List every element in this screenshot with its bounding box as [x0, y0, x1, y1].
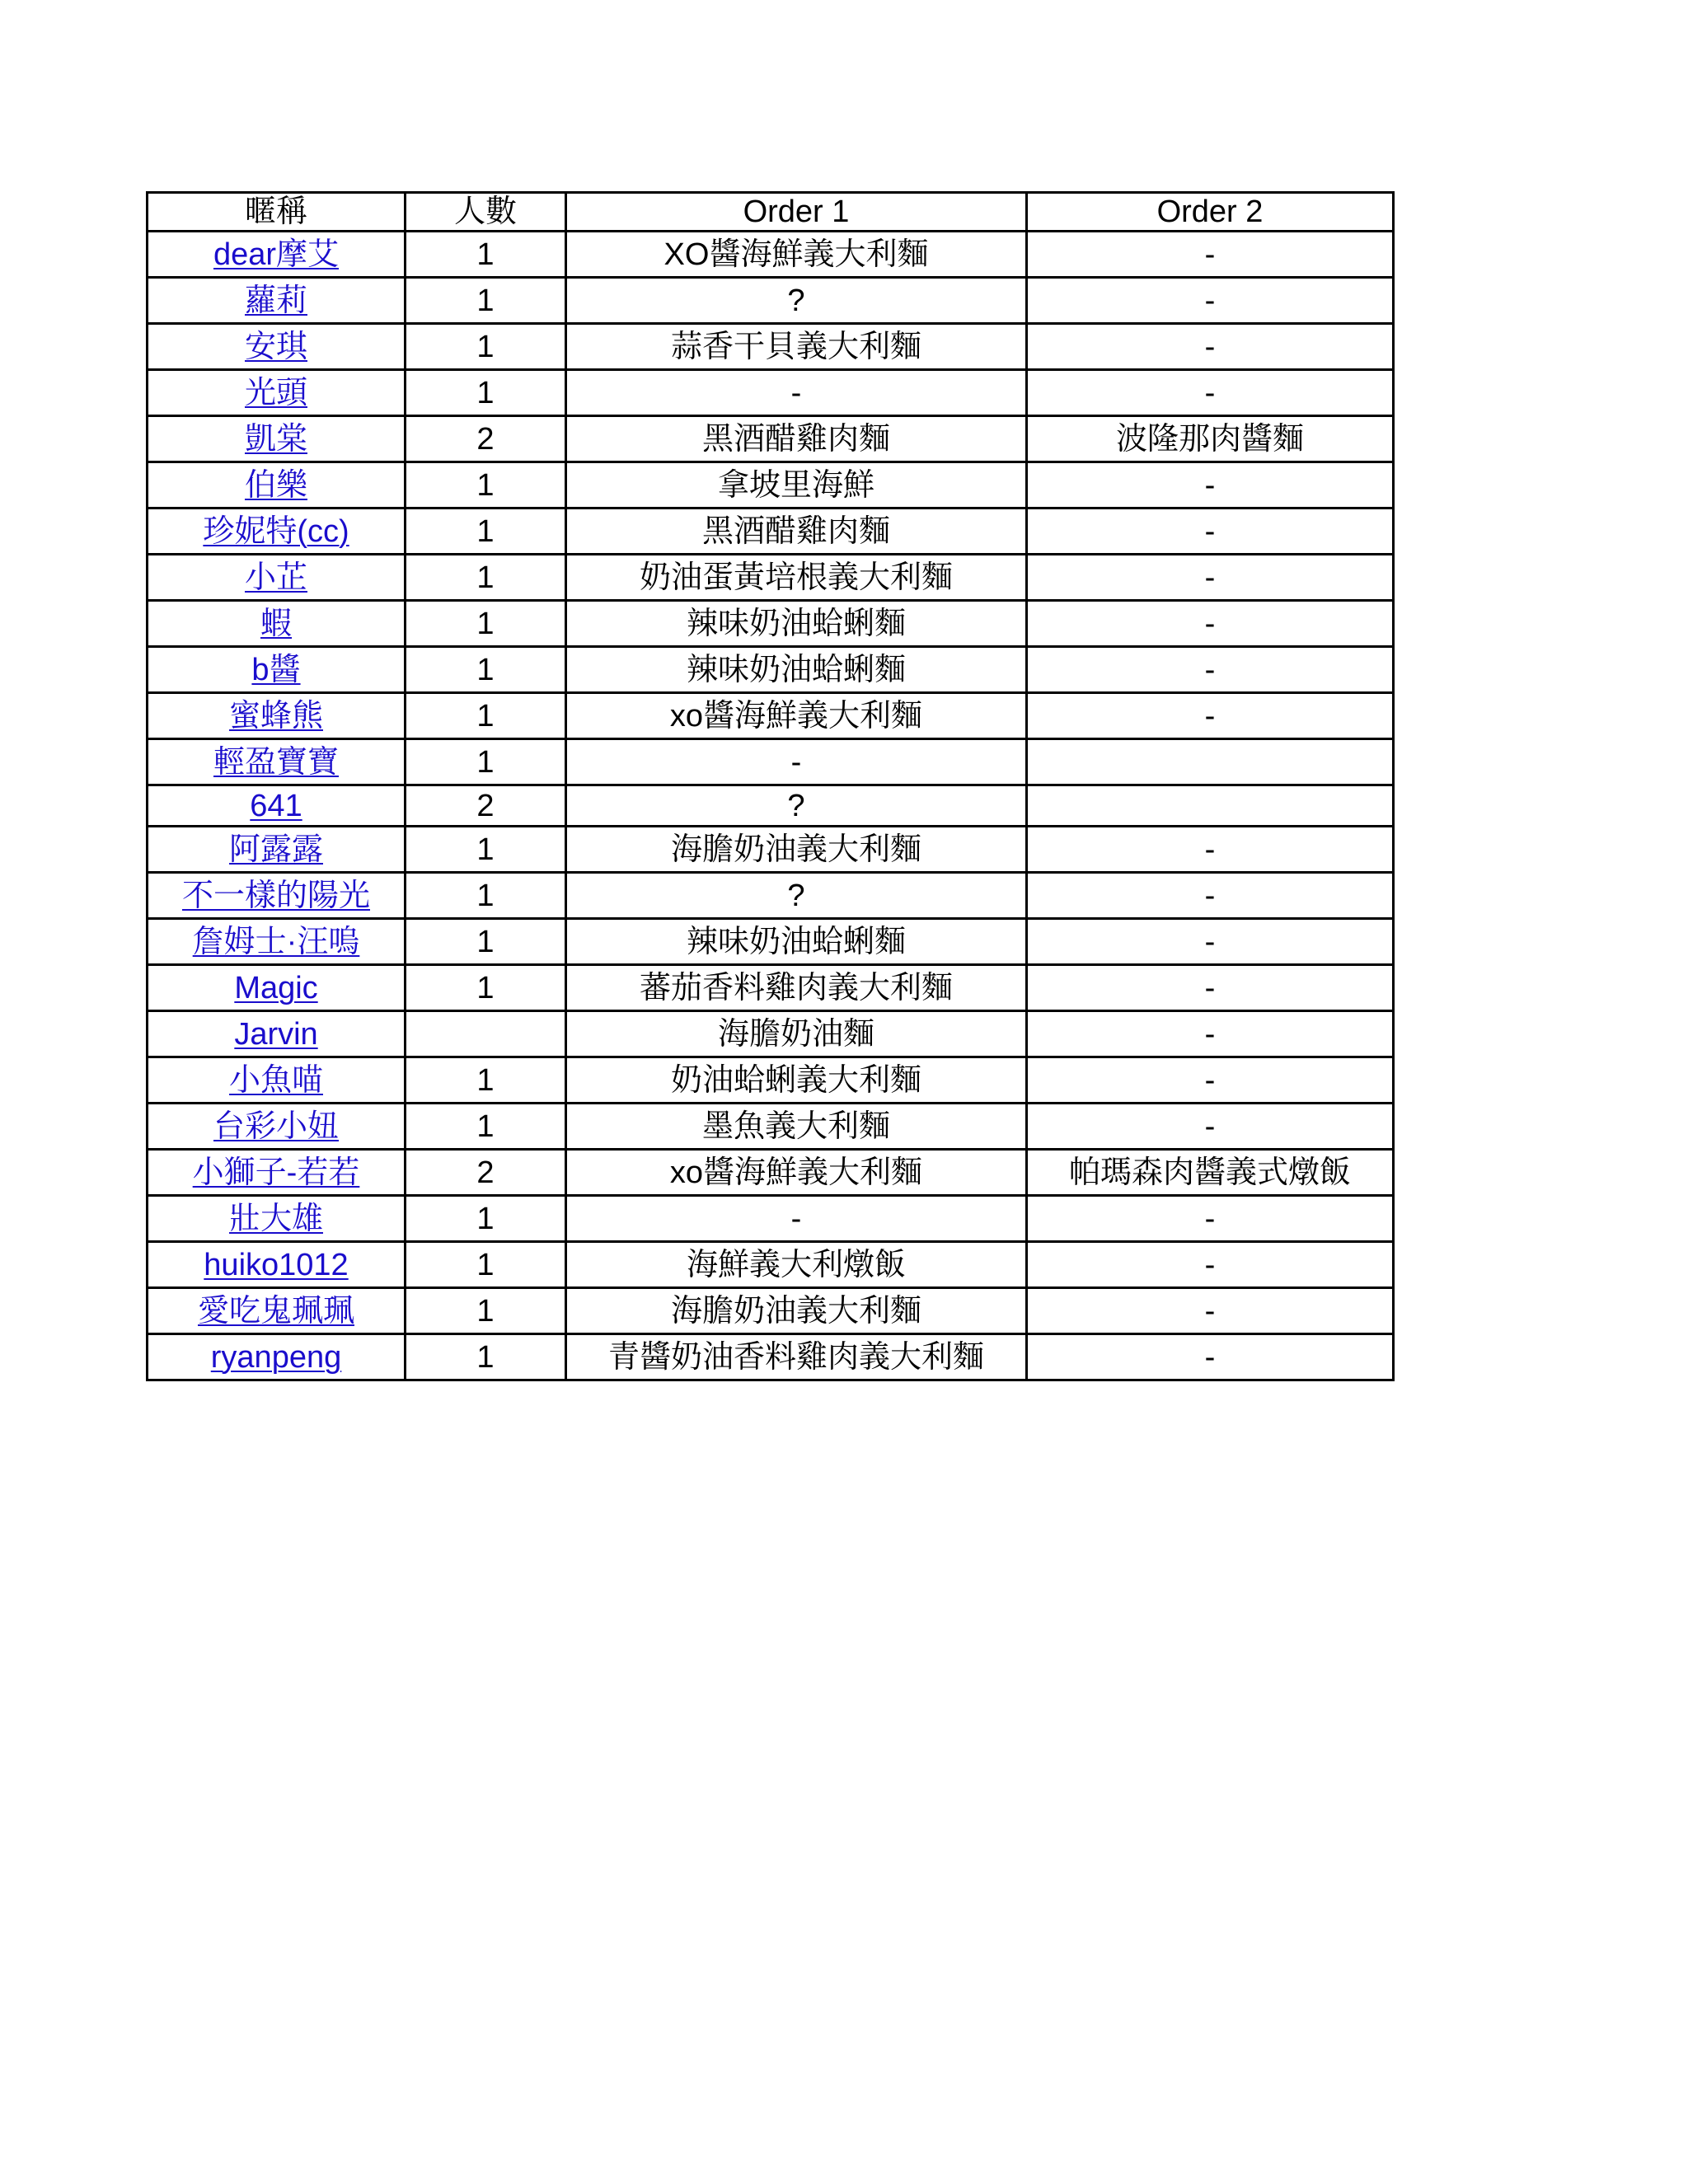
nickname-link[interactable]: 蝦: [260, 606, 292, 641]
order-1-cell: 青醬奶油香料雞肉義大利麵: [566, 1334, 1027, 1380]
table-row: [148, 739, 1394, 785]
nickname-link[interactable]: 641: [250, 788, 302, 823]
count-cell: 1: [406, 1288, 566, 1334]
order-table: [146, 191, 1395, 1381]
order-1-cell: 海鮮義大利燉飯: [566, 1242, 1027, 1288]
order-1-cell: 黑酒醋雞肉麵: [566, 509, 1027, 555]
table-row: [148, 1057, 1394, 1104]
order-1-cell: ?: [566, 278, 1027, 324]
nickname-link[interactable]: Jarvin: [234, 1016, 318, 1052]
count-cell: 1: [406, 1196, 566, 1242]
table-row: [148, 555, 1394, 601]
nickname-cell: [148, 1150, 406, 1196]
nickname-link[interactable]: 蘿莉: [244, 283, 307, 318]
order-2-cell: -: [1027, 1104, 1394, 1150]
header-count: 人數: [406, 193, 566, 232]
nickname-cell: [148, 647, 406, 693]
nickname-link[interactable]: 不一樣的陽光: [181, 878, 370, 913]
count-cell: 1: [406, 232, 566, 278]
count-cell: 1: [406, 693, 566, 739]
table-row: [148, 827, 1394, 873]
table-row: [148, 919, 1394, 965]
nickname-link[interactable]: 阿露露: [228, 832, 323, 867]
count-cell: 1: [406, 919, 566, 965]
order-2-cell: [1027, 739, 1394, 785]
nickname-link[interactable]: 伯樂: [244, 467, 307, 503]
order-1-cell: ?: [566, 873, 1027, 919]
nickname-link[interactable]: 愛吃鬼珮珮: [197, 1293, 354, 1329]
nickname-cell: [148, 509, 406, 555]
nickname-cell: [148, 462, 406, 509]
count-cell: 1: [406, 324, 566, 370]
nickname-link[interactable]: 蜜蜂熊: [228, 698, 323, 733]
nickname-cell: [148, 324, 406, 370]
count-cell: 1: [406, 555, 566, 601]
order-2-cell: -: [1027, 601, 1394, 647]
nickname-cell: [148, 965, 406, 1011]
count-cell: 1: [406, 827, 566, 873]
nickname-cell: [148, 555, 406, 601]
order-2-cell: 帕瑪森肉醬義式燉飯: [1027, 1150, 1394, 1196]
order-2-cell: -: [1027, 462, 1394, 509]
order-2-cell: [1027, 785, 1394, 827]
order-1-cell: XO醬海鮮義大利麵: [566, 232, 1027, 278]
count-cell: 1: [406, 965, 566, 1011]
header-order-1: Order 1: [566, 193, 1027, 232]
table-row: [148, 1288, 1394, 1334]
table-row: [148, 416, 1394, 462]
order-1-cell: 拿坡里海鮮: [566, 462, 1027, 509]
order-2-cell: -: [1027, 693, 1394, 739]
order-2-cell: -: [1027, 873, 1394, 919]
count-cell: 1: [406, 1057, 566, 1104]
nickname-link[interactable]: Magic: [234, 970, 318, 1005]
nickname-cell: [148, 278, 406, 324]
nickname-cell: [148, 601, 406, 647]
nickname-cell: [148, 1196, 406, 1242]
order-1-cell: 辣味奶油蛤蜊麵: [566, 919, 1027, 965]
nickname-link[interactable]: 小獅子-若若: [192, 1155, 360, 1190]
nickname-cell: [148, 827, 406, 873]
nickname-link[interactable]: 台彩小妞: [213, 1108, 339, 1144]
count-cell: 1: [406, 1104, 566, 1150]
table-row: [148, 601, 1394, 647]
table-row: [148, 785, 1394, 827]
order-2-cell: 波隆那肉醬麵: [1027, 416, 1394, 462]
order-1-cell: -: [566, 1196, 1027, 1242]
order-2-cell: -: [1027, 324, 1394, 370]
header-row: [148, 193, 1394, 232]
order-2-cell: -: [1027, 370, 1394, 416]
order-1-cell: 奶油蛋黃培根義大利麵: [566, 555, 1027, 601]
order-2-cell: -: [1027, 232, 1394, 278]
nickname-cell: [148, 693, 406, 739]
table-row: [148, 873, 1394, 919]
order-1-cell: 辣味奶油蛤蜊麵: [566, 647, 1027, 693]
order-2-cell: -: [1027, 647, 1394, 693]
table-row: [148, 232, 1394, 278]
order-1-cell: 海膽奶油義大利麵: [566, 827, 1027, 873]
count-cell: 1: [406, 739, 566, 785]
order-1-cell: 辣味奶油蛤蜊麵: [566, 601, 1027, 647]
count-cell: 1: [406, 278, 566, 324]
table-row: [148, 462, 1394, 509]
order-2-cell: -: [1027, 278, 1394, 324]
nickname-cell: [148, 1011, 406, 1057]
table-row: [148, 1242, 1394, 1288]
nickname-cell: [148, 919, 406, 965]
nickname-cell: [148, 370, 406, 416]
order-1-cell: ?: [566, 785, 1027, 827]
count-cell: 1: [406, 1242, 566, 1288]
order-1-cell: -: [566, 739, 1027, 785]
order-1-cell: -: [566, 370, 1027, 416]
count-cell: [406, 1011, 566, 1057]
nickname-link[interactable]: 小魚喵: [228, 1062, 323, 1098]
nickname-link[interactable]: ryanpeng: [210, 1339, 342, 1375]
order-2-cell: -: [1027, 827, 1394, 873]
count-cell: 1: [406, 601, 566, 647]
nickname-cell: [148, 785, 406, 827]
nickname-cell: [148, 1057, 406, 1104]
order-1-cell: 黑酒醋雞肉麵: [566, 416, 1027, 462]
table-row: [148, 324, 1394, 370]
order-2-cell: -: [1027, 1196, 1394, 1242]
order-2-cell: -: [1027, 919, 1394, 965]
table-row: [148, 965, 1394, 1011]
table-row: [148, 693, 1394, 739]
count-cell: 1: [406, 647, 566, 693]
nickname-cell: [148, 1242, 406, 1288]
table-row: [148, 370, 1394, 416]
table-row: [148, 1150, 1394, 1196]
order-2-cell: -: [1027, 1057, 1394, 1104]
nickname-link[interactable]: 小芷: [244, 560, 307, 595]
order-2-cell: -: [1027, 1242, 1394, 1288]
nickname-link[interactable]: 珍妮特(cc): [203, 513, 349, 549]
nickname-link[interactable]: 安琪: [244, 329, 307, 364]
order-2-cell: -: [1027, 555, 1394, 601]
nickname-cell: [148, 873, 406, 919]
nickname-link[interactable]: b醬: [251, 652, 301, 687]
count-cell: 2: [406, 416, 566, 462]
header-nickname: 暱稱: [148, 193, 406, 232]
count-cell: 1: [406, 509, 566, 555]
table-row: [148, 1196, 1394, 1242]
table-row: [148, 1104, 1394, 1150]
count-cell: 1: [406, 1334, 566, 1380]
count-cell: 1: [406, 873, 566, 919]
order-1-cell: xo醬海鮮義大利麵: [566, 1150, 1027, 1196]
nickname-link[interactable]: 詹姆士·汪嗚: [192, 924, 360, 959]
table-row: [148, 509, 1394, 555]
nickname-link[interactable]: 輕盈寶寶: [213, 744, 339, 780]
order-1-cell: 海膽奶油義大利麵: [566, 1288, 1027, 1334]
table-row: [148, 1011, 1394, 1057]
nickname-cell: [148, 1334, 406, 1380]
order-2-cell: -: [1027, 509, 1394, 555]
nickname-link[interactable]: dear摩艾: [213, 237, 340, 272]
nickname-link[interactable]: 凱棠: [244, 421, 307, 457]
nickname-cell: [148, 739, 406, 785]
order-1-cell: 蒜香干貝義大利麵: [566, 324, 1027, 370]
count-cell: 1: [406, 370, 566, 416]
count-cell: 2: [406, 1150, 566, 1196]
header-order-2: Order 2: [1027, 193, 1394, 232]
nickname-cell: [148, 232, 406, 278]
order-2-cell: -: [1027, 1011, 1394, 1057]
nickname-link[interactable]: 光頭: [244, 375, 307, 410]
order-2-cell: -: [1027, 1334, 1394, 1380]
order-1-cell: 海膽奶油麵: [566, 1011, 1027, 1057]
table-row: [148, 647, 1394, 693]
nickname-link[interactable]: huiko1012: [204, 1247, 349, 1282]
table-row: [148, 1334, 1394, 1380]
count-cell: 2: [406, 785, 566, 827]
nickname-cell: [148, 1288, 406, 1334]
order-1-cell: 蕃茄香料雞肉義大利麵: [566, 965, 1027, 1011]
nickname-cell: [148, 1104, 406, 1150]
order-2-cell: -: [1027, 1288, 1394, 1334]
order-2-cell: -: [1027, 965, 1394, 1011]
count-cell: 1: [406, 462, 566, 509]
table-row: [148, 278, 1394, 324]
nickname-link[interactable]: 壯大雄: [228, 1201, 323, 1236]
nickname-cell: [148, 416, 406, 462]
order-1-cell: xo醬海鮮義大利麵: [566, 693, 1027, 739]
order-1-cell: 墨魚義大利麵: [566, 1104, 1027, 1150]
order-1-cell: 奶油蛤蜊義大利麵: [566, 1057, 1027, 1104]
